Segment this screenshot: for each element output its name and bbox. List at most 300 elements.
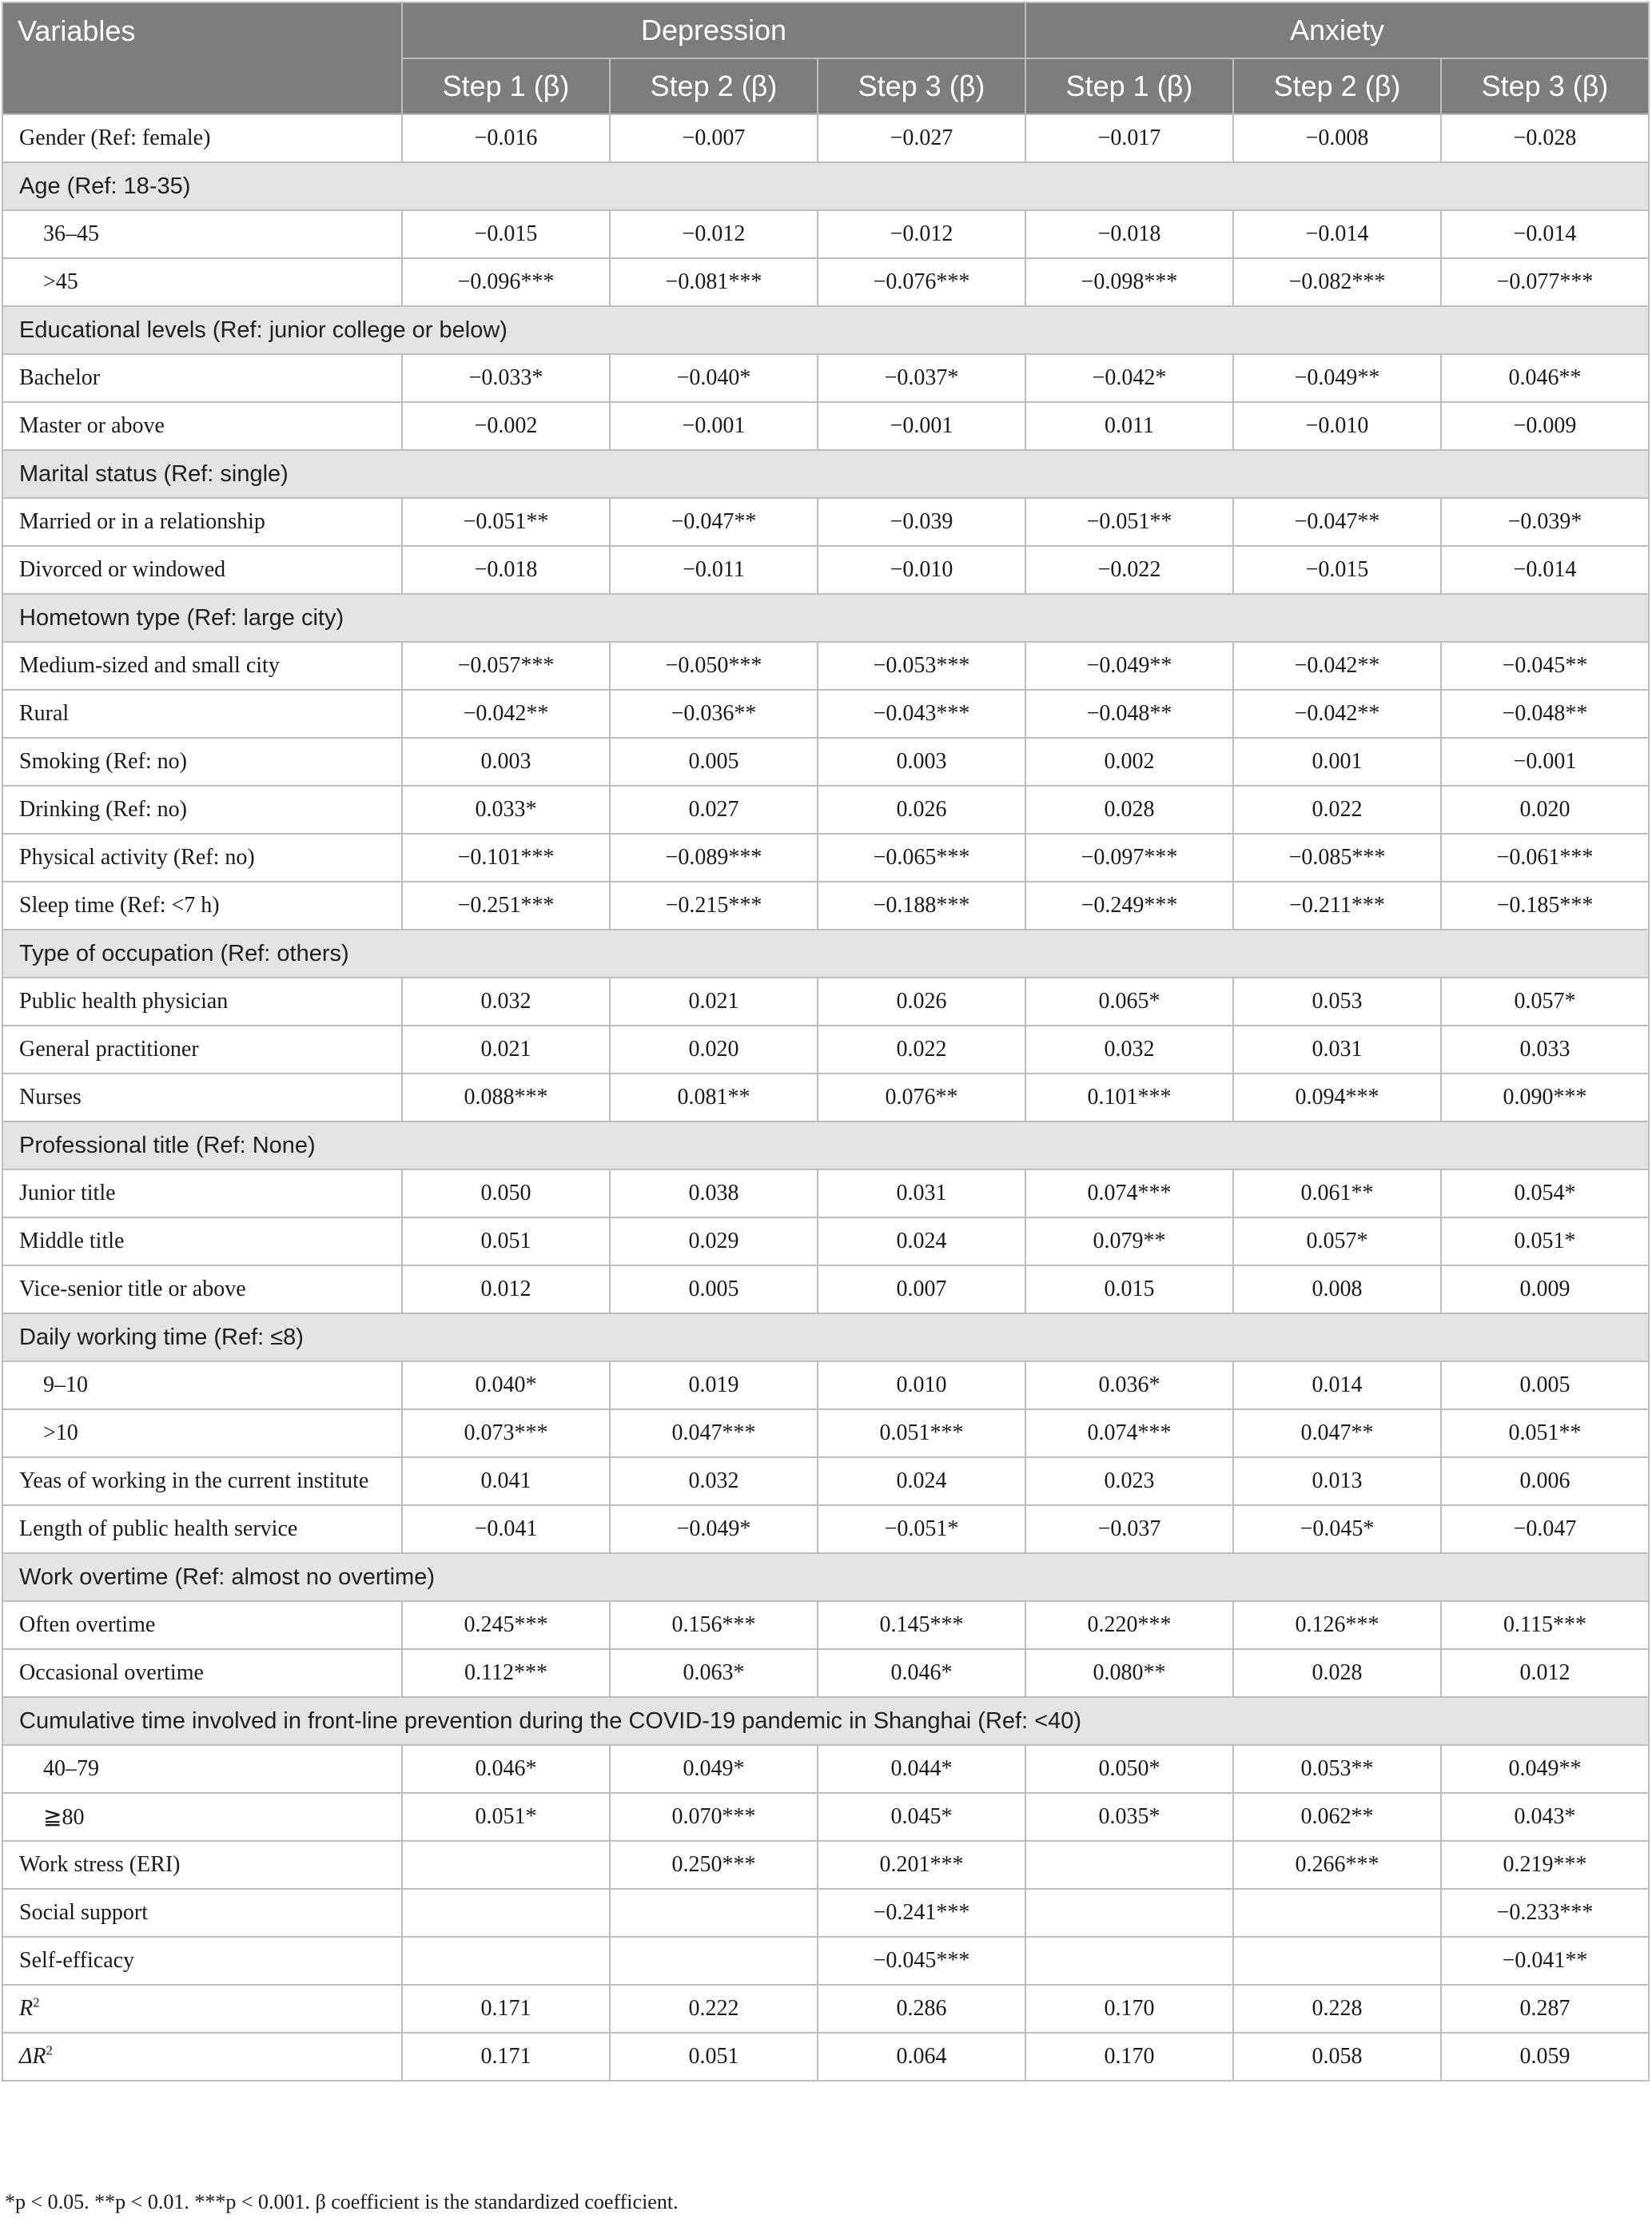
coefficient-cell: 0.057*: [1233, 1217, 1441, 1265]
coefficient-cell: 0.041: [402, 1457, 610, 1505]
coefficient-cell: 0.008: [1233, 1265, 1441, 1313]
coefficient-cell: 0.074***: [1025, 1169, 1233, 1217]
coefficient-cell: 0.040*: [402, 1361, 610, 1409]
section-label: Daily working time (Ref: ≤8): [2, 1313, 1649, 1361]
section-row: [2, 930, 1649, 978]
row-label-text: Nurses: [19, 1085, 82, 1110]
table-row: [2, 354, 1649, 402]
coefficient-cell: −0.017: [1025, 114, 1233, 162]
row-label-text: Middle title: [19, 1229, 125, 1253]
coefficient-cell: 0.115***: [1441, 1601, 1649, 1649]
coefficient-cell: 0.050*: [1025, 1745, 1233, 1793]
regression-table: [2, 2, 1650, 2082]
table-row: [2, 642, 1649, 690]
coefficient-cell: −0.048**: [1441, 690, 1649, 738]
coefficient-cell: −0.047: [1441, 1505, 1649, 1553]
coefficient-cell: −0.036**: [610, 690, 818, 738]
row-label-text: Public health physician: [19, 989, 229, 1014]
coefficient-cell: 0.012: [402, 1265, 610, 1313]
coefficient-cell: 0.007: [818, 1265, 1025, 1313]
row-label: [2, 1841, 402, 1889]
row-label: [2, 690, 402, 738]
table-row: [2, 1985, 1649, 2033]
coefficient-cell: 0.063*: [610, 1649, 818, 1697]
coefficient-cell: 0.058: [1233, 2033, 1441, 2081]
coefficient-cell: 0.012: [1441, 1649, 1649, 1697]
coefficient-cell: 0.051*: [1441, 1217, 1649, 1265]
row-label-text: Gender (Ref: female): [19, 125, 211, 150]
coefficient-cell: 0.076**: [818, 1074, 1025, 1121]
coefficient-cell: 0.219***: [1441, 1841, 1649, 1889]
coefficient-cell: 0.024: [818, 1457, 1025, 1505]
coefficient-cell: 0.038: [610, 1169, 818, 1217]
row-label: [2, 258, 402, 306]
coefficient-cell: 0.046*: [818, 1649, 1025, 1697]
table-row: [2, 2033, 1649, 2081]
coefficient-cell: −0.043***: [818, 690, 1025, 738]
coefficient-cell: [1025, 1937, 1233, 1985]
coefficient-cell: 0.287: [1441, 1985, 1649, 2033]
coefficient-cell: −0.233***: [1441, 1889, 1649, 1937]
coefficient-cell: 0.170: [1025, 1985, 1233, 2033]
coefficient-cell: 0.032: [402, 978, 610, 1026]
coefficient-cell: 0.112***: [402, 1649, 610, 1697]
header-group-anxiety: Anxiety: [1025, 2, 1649, 58]
coefficient-cell: −0.037*: [818, 354, 1025, 402]
coefficient-cell: −0.008: [1233, 114, 1441, 162]
header-step: Step 1 (β): [402, 58, 610, 114]
row-label: [2, 1074, 402, 1121]
table-row: [2, 1889, 1649, 1937]
coefficient-cell: −0.010: [818, 546, 1025, 594]
coefficient-cell: 0.079**: [1025, 1217, 1233, 1265]
section-label: Work overtime (Ref: almost no overtime): [2, 1553, 1649, 1601]
coefficient-cell: 0.003: [818, 738, 1025, 786]
coefficient-cell: 0.014: [1233, 1361, 1441, 1409]
row-label: [2, 1169, 402, 1217]
row-label: [2, 1601, 402, 1649]
table-row: [2, 1505, 1649, 1553]
row-label-text: Bachelor: [19, 365, 101, 390]
row-label-text: Self-efficacy: [19, 1948, 135, 1973]
coefficient-cell: 0.062**: [1233, 1793, 1441, 1841]
coefficient-cell: 0.057*: [1441, 978, 1649, 1026]
section-label: Cumulative time involved in front-line prevention during the COVID-19 pandemic in Shanghai (Ref: <40): [2, 1697, 1649, 1745]
coefficient-cell: 0.031: [818, 1169, 1025, 1217]
section-label: Hometown type (Ref: large city): [2, 594, 1649, 642]
section-row: [2, 594, 1649, 642]
table-row: [2, 834, 1649, 882]
coefficient-cell: −0.061***: [1441, 834, 1649, 882]
coefficient-cell: 0.020: [610, 1026, 818, 1074]
coefficient-cell: −0.040*: [610, 354, 818, 402]
coefficient-cell: [1025, 1841, 1233, 1889]
coefficient-cell: −0.051**: [1025, 498, 1233, 546]
coefficient-cell: 0.026: [818, 978, 1025, 1026]
row-label-text: ≧80: [43, 1805, 85, 1830]
coefficient-cell: −0.096***: [402, 258, 610, 306]
coefficient-cell: −0.211***: [1233, 882, 1441, 930]
coefficient-cell: −0.015: [1233, 546, 1441, 594]
coefficient-cell: −0.049**: [1025, 642, 1233, 690]
coefficient-cell: 0.101***: [1025, 1074, 1233, 1121]
table-row: [2, 786, 1649, 834]
row-label-text: Yeas of working in the current institute: [19, 1468, 369, 1493]
table-row: [2, 1841, 1649, 1889]
row-label: [2, 1937, 402, 1985]
row-label-text: Physical activity (Ref: no): [19, 845, 255, 870]
row-label-text: Sleep time (Ref: <7 h): [19, 893, 220, 918]
table-row: [2, 402, 1649, 450]
coefficient-cell: 0.047**: [1233, 1409, 1441, 1457]
header-step: Step 2 (β): [610, 58, 818, 114]
row-label-text: Divorced or windowed: [19, 557, 226, 582]
coefficient-cell: −0.049**: [1233, 354, 1441, 402]
coefficient-cell: 0.013: [1233, 1457, 1441, 1505]
coefficient-cell: 0.222: [610, 1985, 818, 2033]
coefficient-cell: 0.046*: [402, 1745, 610, 1793]
coefficient-cell: 0.021: [402, 1026, 610, 1074]
coefficient-cell: −0.251***: [402, 882, 610, 930]
row-label: [2, 1265, 402, 1313]
coefficient-cell: −0.039*: [1441, 498, 1649, 546]
coefficient-cell: 0.051*: [402, 1793, 610, 1841]
coefficient-cell: [1233, 1889, 1441, 1937]
coefficient-cell: 0.156***: [610, 1601, 818, 1649]
coefficient-cell: −0.012: [818, 210, 1025, 258]
coefficient-cell: 0.171: [402, 2033, 610, 2081]
table-row: [2, 1649, 1649, 1697]
coefficient-cell: −0.185***: [1441, 882, 1649, 930]
row-label-text: Vice-senior title or above: [19, 1277, 246, 1301]
coefficient-cell: [1233, 1937, 1441, 1985]
coefficient-cell: 0.051: [402, 1217, 610, 1265]
coefficient-cell: 0.044*: [818, 1745, 1025, 1793]
coefficient-cell: 0.054*: [1441, 1169, 1649, 1217]
row-label-text: Often overtime: [19, 1612, 156, 1637]
coefficient-cell: −0.010: [1233, 402, 1441, 450]
table-footnote: *p < 0.05. **p < 0.01. ***p < 0.001. β coefficient is the standardized coefficient.: [5, 2190, 679, 2213]
row-label: [2, 402, 402, 450]
coefficient-cell: 0.027: [610, 786, 818, 834]
coefficient-cell: −0.051**: [402, 498, 610, 546]
table-row: [2, 210, 1649, 258]
section-row: [2, 306, 1649, 354]
coefficient-cell: 0.126***: [1233, 1601, 1441, 1649]
row-label: [2, 114, 402, 162]
row-label-text: ΔR: [19, 2044, 46, 2069]
coefficient-cell: −0.076***: [818, 258, 1025, 306]
coefficient-cell: 0.005: [610, 738, 818, 786]
coefficient-cell: −0.007: [610, 114, 818, 162]
coefficient-cell: −0.001: [1441, 738, 1649, 786]
coefficient-cell: [402, 1937, 610, 1985]
section-label: Type of occupation (Ref: others): [2, 930, 1649, 978]
coefficient-cell: −0.057***: [402, 642, 610, 690]
coefficient-cell: 0.023: [1025, 1457, 1233, 1505]
row-label: [2, 882, 402, 930]
row-label-text: Master or above: [19, 413, 165, 438]
row-label: [2, 354, 402, 402]
row-label-text: Drinking (Ref: no): [19, 797, 187, 822]
table-row: [2, 1074, 1649, 1121]
coefficient-cell: 0.059: [1441, 2033, 1649, 2081]
table-row: [2, 1793, 1649, 1841]
coefficient-cell: −0.085***: [1233, 834, 1441, 882]
coefficient-cell: −0.042**: [402, 690, 610, 738]
row-label-text: >45: [43, 269, 78, 294]
table-body: [2, 114, 1649, 2081]
coefficient-cell: −0.047**: [610, 498, 818, 546]
coefficient-cell: 0.080**: [1025, 1649, 1233, 1697]
row-label-superscript: 2: [33, 1994, 40, 2010]
table-row: [2, 1457, 1649, 1505]
row-label: [2, 1985, 402, 2033]
table-row: [2, 1361, 1649, 1409]
coefficient-cell: 0.145***: [818, 1601, 1025, 1649]
table-row: [2, 1601, 1649, 1649]
coefficient-cell: 0.053: [1233, 978, 1441, 1026]
coefficient-cell: 0.070***: [610, 1793, 818, 1841]
table-header: [2, 2, 1649, 114]
coefficient-cell: −0.047**: [1233, 498, 1441, 546]
coefficient-cell: 0.026: [818, 786, 1025, 834]
table-row: [2, 1937, 1649, 1985]
section-row: [2, 450, 1649, 498]
row-label-text: Occasional overtime: [19, 1660, 204, 1685]
table-row: [2, 1217, 1649, 1265]
coefficient-cell: −0.215***: [610, 882, 818, 930]
coefficient-cell: 0.033: [1441, 1026, 1649, 1074]
coefficient-cell: −0.011: [610, 546, 818, 594]
coefficient-cell: −0.039: [818, 498, 1025, 546]
coefficient-cell: −0.014: [1441, 546, 1649, 594]
coefficient-cell: −0.049*: [610, 1505, 818, 1553]
row-label: [2, 1409, 402, 1457]
row-label: [2, 210, 402, 258]
coefficient-cell: −0.045***: [818, 1937, 1025, 1985]
coefficient-cell: 0.001: [1233, 738, 1441, 786]
row-label: [2, 834, 402, 882]
row-label: [2, 1361, 402, 1409]
coefficient-cell: 0.022: [818, 1026, 1025, 1074]
row-label: [2, 1745, 402, 1793]
coefficient-cell: −0.048**: [1025, 690, 1233, 738]
coefficient-cell: −0.051*: [818, 1505, 1025, 1553]
coefficient-cell: −0.041**: [1441, 1937, 1649, 1985]
coefficient-cell: 0.024: [818, 1217, 1025, 1265]
coefficient-cell: −0.002: [402, 402, 610, 450]
coefficient-cell: 0.032: [610, 1457, 818, 1505]
table-row: [2, 1169, 1649, 1217]
coefficient-cell: 0.090***: [1441, 1074, 1649, 1121]
coefficient-cell: 0.051***: [818, 1409, 1025, 1457]
coefficient-cell: −0.065***: [818, 834, 1025, 882]
row-label-text: Smoking (Ref: no): [19, 749, 187, 774]
section-row: [2, 1697, 1649, 1745]
coefficient-cell: −0.014: [1441, 210, 1649, 258]
coefficient-cell: 0.250***: [610, 1841, 818, 1889]
coefficient-cell: 0.022: [1233, 786, 1441, 834]
section-row: [2, 1121, 1649, 1169]
table-row: [2, 1409, 1649, 1457]
row-label-text: R: [19, 1996, 34, 2021]
row-label-text: Married or in a relationship: [19, 509, 265, 534]
row-label: [2, 1457, 402, 1505]
coefficient-cell: −0.018: [1025, 210, 1233, 258]
section-row: [2, 1313, 1649, 1361]
header-step: Step 3 (β): [818, 58, 1025, 114]
coefficient-cell: 0.019: [610, 1361, 818, 1409]
row-label: [2, 1649, 402, 1697]
section-label: Marital status (Ref: single): [2, 450, 1649, 498]
row-label-text: Rural: [19, 701, 70, 726]
coefficient-cell: 0.011: [1025, 402, 1233, 450]
coefficient-cell: −0.001: [610, 402, 818, 450]
row-label: [2, 738, 402, 786]
row-label-text: Length of public health service: [19, 1516, 298, 1541]
table-row: [2, 882, 1649, 930]
coefficient-cell: −0.001: [818, 402, 1025, 450]
coefficient-cell: 0.036*: [1025, 1361, 1233, 1409]
coefficient-cell: −0.098***: [1025, 258, 1233, 306]
coefficient-cell: −0.241***: [818, 1889, 1025, 1937]
coefficient-cell: 0.005: [1441, 1361, 1649, 1409]
row-label: [2, 1505, 402, 1553]
table-row: [2, 738, 1649, 786]
coefficient-cell: 0.074***: [1025, 1409, 1233, 1457]
coefficient-cell: −0.045*: [1233, 1505, 1441, 1553]
coefficient-cell: −0.009: [1441, 402, 1649, 450]
header-step: Step 2 (β): [1233, 58, 1441, 114]
coefficient-cell: 0.088***: [402, 1074, 610, 1121]
coefficient-cell: 0.049**: [1441, 1745, 1649, 1793]
coefficient-cell: 0.020: [1441, 786, 1649, 834]
table-row: [2, 1745, 1649, 1793]
coefficient-cell: −0.050***: [610, 642, 818, 690]
coefficient-cell: 0.051: [610, 2033, 818, 2081]
row-label-text: 9–10: [43, 1372, 88, 1397]
row-label-superscript: 2: [46, 2042, 53, 2058]
coefficient-cell: 0.006: [1441, 1457, 1649, 1505]
coefficient-cell: 0.035*: [1025, 1793, 1233, 1841]
coefficient-cell: −0.053***: [818, 642, 1025, 690]
coefficient-cell: 0.047***: [610, 1409, 818, 1457]
coefficient-cell: −0.082***: [1233, 258, 1441, 306]
row-label: [2, 2033, 402, 2081]
coefficient-cell: 0.046**: [1441, 354, 1649, 402]
header-step: Step 1 (β): [1025, 58, 1233, 114]
section-label: Educational levels (Ref: junior college or below): [2, 306, 1649, 354]
row-label: [2, 546, 402, 594]
coefficient-cell: 0.081**: [610, 1074, 818, 1121]
row-label-text: General practitioner: [19, 1037, 199, 1062]
coefficient-cell: 0.245***: [402, 1601, 610, 1649]
coefficient-cell: −0.097***: [1025, 834, 1233, 882]
coefficient-cell: 0.171: [402, 1985, 610, 2033]
coefficient-cell: 0.061**: [1233, 1169, 1441, 1217]
coefficient-cell: [402, 1889, 610, 1937]
coefficient-cell: 0.065*: [1025, 978, 1233, 1026]
coefficient-cell: 0.286: [818, 1985, 1025, 2033]
section-label: Professional title (Ref: None): [2, 1121, 1649, 1169]
coefficient-cell: −0.022: [1025, 546, 1233, 594]
coefficient-cell: −0.012: [610, 210, 818, 258]
coefficient-cell: 0.220***: [1025, 1601, 1233, 1649]
table-row: [2, 498, 1649, 546]
coefficient-cell: 0.031: [1233, 1026, 1441, 1074]
coefficient-cell: −0.077***: [1441, 258, 1649, 306]
coefficient-cell: 0.010: [818, 1361, 1025, 1409]
row-label-text: Social support: [19, 1900, 148, 1925]
coefficient-cell: −0.081***: [610, 258, 818, 306]
table-row: [2, 978, 1649, 1026]
coefficient-cell: −0.188***: [818, 882, 1025, 930]
table-row: [2, 114, 1649, 162]
coefficient-cell: −0.033*: [402, 354, 610, 402]
coefficient-cell: −0.089***: [610, 834, 818, 882]
coefficient-cell: 0.228: [1233, 1985, 1441, 2033]
row-label: [2, 1793, 402, 1841]
coefficient-cell: 0.053**: [1233, 1745, 1441, 1793]
row-label: [2, 642, 402, 690]
coefficient-cell: 0.028: [1025, 786, 1233, 834]
coefficient-cell: 0.050: [402, 1169, 610, 1217]
section-label: Age (Ref: 18-35): [2, 162, 1649, 210]
row-label-text: Junior title: [19, 1181, 116, 1205]
coefficient-cell: −0.018: [402, 546, 610, 594]
table-row: [2, 1026, 1649, 1074]
coefficient-cell: [402, 1841, 610, 1889]
row-label-text: 36–45: [43, 221, 99, 246]
coefficient-cell: 0.028: [1233, 1649, 1441, 1697]
coefficient-cell: 0.094***: [1233, 1074, 1441, 1121]
coefficient-cell: −0.037: [1025, 1505, 1233, 1553]
coefficient-cell: −0.028: [1441, 114, 1649, 162]
coefficient-cell: 0.170: [1025, 2033, 1233, 2081]
row-label: [2, 498, 402, 546]
row-label: [2, 786, 402, 834]
section-row: [2, 1553, 1649, 1601]
coefficient-cell: −0.041: [402, 1505, 610, 1553]
coefficient-cell: −0.016: [402, 114, 610, 162]
table-row: [2, 690, 1649, 738]
header-group-depression: Depression: [402, 2, 1025, 58]
coefficient-cell: [610, 1937, 818, 1985]
coefficient-cell: −0.042**: [1233, 642, 1441, 690]
coefficient-cell: −0.042**: [1233, 690, 1441, 738]
header-step: Step 3 (β): [1441, 58, 1649, 114]
table-row: [2, 1265, 1649, 1313]
coefficient-cell: 0.051**: [1441, 1409, 1649, 1457]
coefficient-cell: 0.003: [402, 738, 610, 786]
coefficient-cell: −0.014: [1233, 210, 1441, 258]
coefficient-cell: 0.201***: [818, 1841, 1025, 1889]
coefficient-cell: [610, 1889, 818, 1937]
coefficient-cell: −0.249***: [1025, 882, 1233, 930]
coefficient-cell: 0.032: [1025, 1026, 1233, 1074]
coefficient-cell: 0.021: [610, 978, 818, 1026]
coefficient-cell: −0.015: [402, 210, 610, 258]
coefficient-cell: 0.029: [610, 1217, 818, 1265]
coefficient-cell: 0.015: [1025, 1265, 1233, 1313]
row-label: [2, 1889, 402, 1937]
coefficient-cell: 0.064: [818, 2033, 1025, 2081]
row-label-text: Work stress (ERI): [19, 1852, 181, 1877]
header-variables: Variables: [2, 2, 402, 114]
coefficient-cell: 0.049*: [610, 1745, 818, 1793]
coefficient-cell: 0.002: [1025, 738, 1233, 786]
